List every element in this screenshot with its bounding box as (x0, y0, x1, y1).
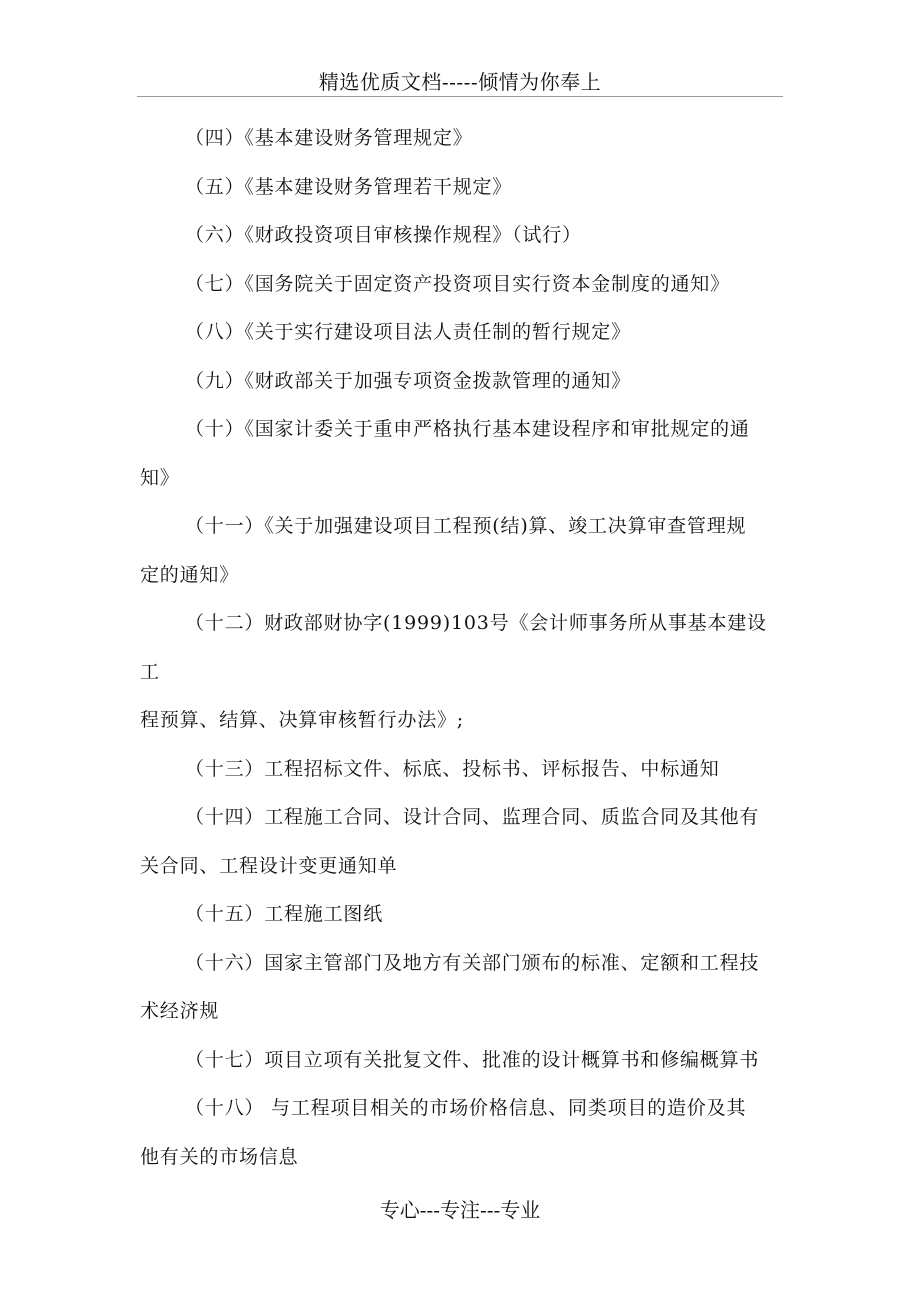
page-footer: 专心---专注---专业 (379, 1198, 541, 1222)
list-item: （十五）工程施工图纸 (185, 903, 384, 925)
list-item: （十四）工程施工合同、设计合同、监理合同、质监合同及其他有 (185, 806, 760, 828)
list-item-continuation: 工 (140, 660, 160, 683)
list-item: （十八） 与工程项目相关的市场价格信息、同类项目的造价及其 (185, 1097, 747, 1119)
list-item-continuation: 关合同、工程设计变更通知单 (140, 854, 398, 877)
list-item-continuation: 术经济规 (140, 1000, 220, 1022)
list-item-continuation: 知》 (140, 466, 180, 489)
list-item: （十二）财政部财协字(1999)103号《会计师事务所从事基本建设 (185, 612, 767, 634)
list-item-continuation: 程预算、结算、决算审核暂行办法》; (140, 709, 465, 731)
list-item: （七）《国务院关于固定资产投资项目实行资本金制度的通知》 (185, 272, 730, 295)
document-body (140, 114, 790, 1181)
list-item: （八）《关于实行建设项目法人责任制的暂行规定》 (185, 321, 631, 343)
list-item: （十六）国家主管部门及地方有关部门颁布的标准、定额和工程技 (185, 951, 760, 974)
list-item: （六）《财政投资项目审核操作规程》（试行） (185, 224, 582, 246)
list-item: （十）《国家计委关于重申严格执行基本建设程序和审批规定的通 (185, 418, 750, 440)
list-item: （五）《基本建设财务管理若干规定》 (185, 175, 513, 198)
list-item: （九）《财政部关于加强专项资金拨款管理的通知》 (185, 369, 631, 392)
page-header: 精选优质文档-----倾情为你奉上 (318, 70, 602, 94)
list-item-continuation: 定的通知》 (140, 563, 240, 586)
list-item: （十一）《关于加强建设项目工程预(结)算、竣工决算审查管理规 (185, 515, 747, 537)
list-item: （十三）工程招标文件、标底、投标书、评标报告、中标通知 (185, 757, 720, 780)
list-item: （十七）项目立项有关批复文件、批准的设计概算书和修编概算书 (185, 1048, 760, 1071)
header-divider (137, 96, 783, 97)
list-item-continuation: 他有关的市场信息 (140, 1145, 299, 1168)
list-item: （四）《基本建设财务管理规定》 (185, 127, 473, 149)
